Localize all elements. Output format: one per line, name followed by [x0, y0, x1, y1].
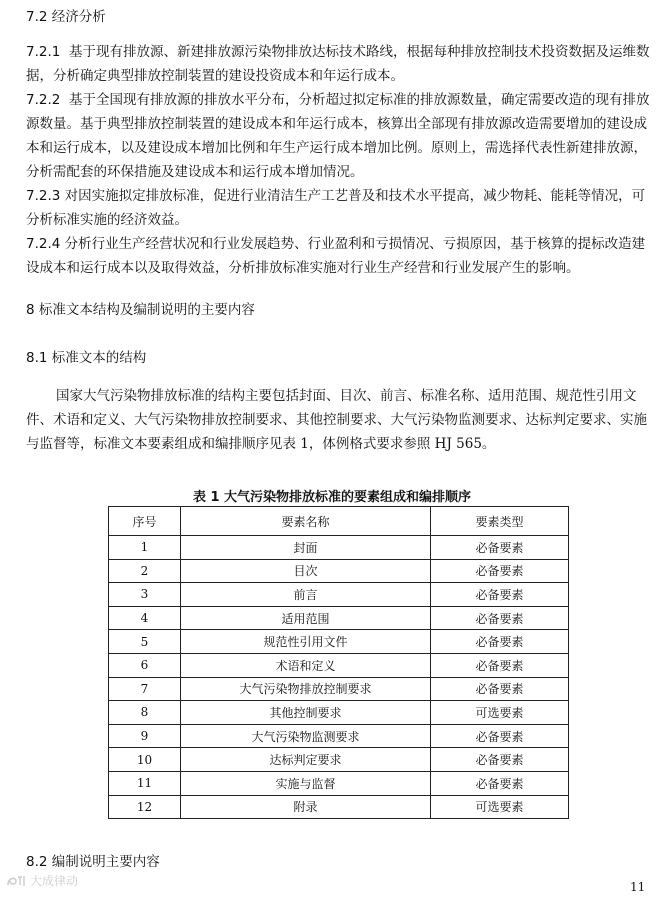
cell-no: 2 — [109, 559, 181, 583]
cell-type: 必备要素 — [431, 677, 569, 701]
cell-type: 必备要素 — [431, 583, 569, 607]
cell-name: 前言 — [181, 583, 431, 607]
table-row — [109, 559, 569, 583]
clause-number: 7.2.1 — [26, 44, 61, 60]
header-no: 序号 — [109, 507, 181, 536]
cell-no: 1 — [109, 536, 181, 560]
cell-name: 大气污染物监测要求 — [181, 724, 431, 748]
clause-text: 对因实施拟定排放标准，促进行业清洁生产工艺普及和技术水平提高，减少物耗、能耗等情况，可分析标准实施的经济效益。 — [26, 188, 646, 228]
cell-type: 必备要素 — [431, 653, 569, 677]
cell-type: 必备要素 — [431, 606, 569, 630]
cell-no: 9 — [109, 724, 181, 748]
section-heading-8: 8 标准文本结构及编制说明的主要内容 — [26, 302, 255, 318]
watermark-text: 大成律动 — [30, 874, 79, 888]
table-row — [109, 771, 569, 795]
clause-number: 7.2.2 — [26, 92, 61, 108]
table-row — [109, 653, 569, 677]
cell-no: 3 — [109, 583, 181, 607]
cell-type: 必备要素 — [431, 630, 569, 654]
cell-type: 可选要素 — [431, 701, 569, 725]
page-number: 11 — [630, 880, 646, 894]
cell-type: 必备要素 — [431, 559, 569, 583]
logo-icon — [6, 874, 28, 888]
table-header-row — [109, 507, 569, 536]
cell-type: 必备要素 — [431, 536, 569, 560]
cell-type: 必备要素 — [431, 748, 569, 772]
section-heading-7-2: 7.2 经济分析 — [26, 9, 106, 25]
cell-no: 12 — [109, 795, 181, 819]
cell-no: 7 — [109, 677, 181, 701]
cell-name: 适用范围 — [181, 606, 431, 630]
elements-table — [108, 506, 569, 819]
paragraph-7-2-4 — [26, 232, 656, 280]
cell-no: 10 — [109, 748, 181, 772]
cell-type: 必备要素 — [431, 771, 569, 795]
section-heading-8-1: 8.1 标准文本的结构 — [26, 350, 147, 366]
cell-name: 其他控制要求 — [181, 701, 431, 725]
cell-name: 大气污染物排放控制要求 — [181, 677, 431, 701]
cell-name: 达标判定要求 — [181, 748, 431, 772]
table-row — [109, 748, 569, 772]
paragraph-7-2-2 — [26, 88, 656, 184]
cell-name: 术语和定义 — [181, 653, 431, 677]
paragraph-8-1: 国家大气污染物排放标准的结构主要包括封面、目次、前言、标准名称、适用范围、规范性引用文件、术语和定义、大气污染物排放控制要求、其他控制要求、大气污染物监测要求、达标判定要求、实施与监督等，标准文本要素组成和编排顺序见表 1，体例格式要求参照 HJ 565。 — [26, 388, 647, 452]
clause-text: 基于现有排放源、新建排放源污染物排放达标技术路线，根据每种排放控制技术投资数据及运维数据，分析确定典型排放控制装置的建设投资成本和年运行成本。 — [26, 44, 650, 84]
cell-no: 6 — [109, 653, 181, 677]
clause-number: 7.2.3 — [26, 188, 61, 204]
paragraph-7-2-3 — [26, 184, 656, 232]
table-row — [109, 795, 569, 819]
cell-name: 实施与监督 — [181, 771, 431, 795]
cell-name: 封面 — [181, 536, 431, 560]
table-row — [109, 583, 569, 607]
cell-name: 规范性引用文件 — [181, 630, 431, 654]
header-type: 要素类型 — [431, 507, 569, 536]
clause-text: 基于全国现有排放源的排放水平分布，分析超过拟定标准的排放源数量，确定需要改造的现有排放源数量。基于典型排放控制装置的建设成本和年运行成本，核算出全部现有排放源改造需要增加的建设成本和运行成本，以及建设成本增加比例和年生产运行成本增加比例。原则上，需选择代表性新建排放源，分析需配套的环保措施及建设成本和运行成本增加情况。 — [26, 92, 650, 180]
watermark — [6, 872, 78, 889]
paragraph-7-2-1 — [26, 40, 656, 88]
cell-no: 5 — [109, 630, 181, 654]
cell-no: 4 — [109, 606, 181, 630]
table-row — [109, 724, 569, 748]
table-row — [109, 630, 569, 654]
clause-number: 7.2.4 — [26, 236, 61, 252]
header-name: 要素名称 — [181, 507, 431, 536]
table-row — [109, 536, 569, 560]
table-row — [109, 701, 569, 725]
cell-name: 附录 — [181, 795, 431, 819]
cell-type: 必备要素 — [431, 724, 569, 748]
table-caption: 表 1 大气污染物排放标准的要素组成和编排顺序 — [192, 490, 472, 505]
clause-text: 分析行业生产经营状况和行业发展趋势、行业盈利和亏损情况、亏损原因，基于核算的提标改造建设成本和运行成本以及取得效益，分析排放标准实施对行业生产经营和行业发展产生的影响。 — [26, 236, 646, 276]
cell-type: 可选要素 — [431, 795, 569, 819]
cell-no: 11 — [109, 771, 181, 795]
section-heading-8-2: 8.2 编制说明主要内容 — [26, 854, 160, 870]
table-row — [109, 677, 569, 701]
cell-name: 目次 — [181, 559, 431, 583]
table-row — [109, 606, 569, 630]
cell-no: 8 — [109, 701, 181, 725]
